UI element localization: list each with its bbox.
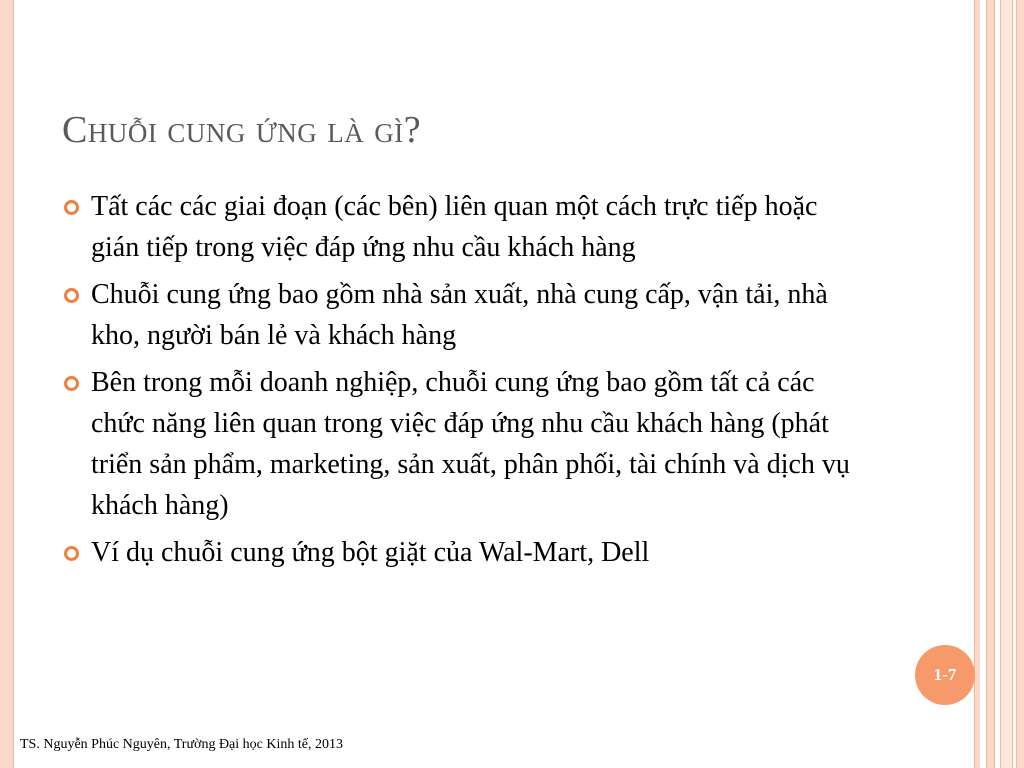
stripe [1000,0,1013,768]
bullet-circle-icon [64,200,79,215]
bullet-text: Bên trong mỗi doanh nghiệp, chuỗi cung ứng bao gồm tất cả các chức năng liên quan trong việc đáp ứng nhu cầu khách hàng (phát triển sản phẩm, marketing, sản xuất, phân phối, tài chính và dịch vụ khách hàng) [91,367,850,521]
slide-title: Chuỗi cung ứng là gì? [62,109,422,151]
stripe [986,0,995,768]
list-item [62,186,862,268]
bullet-circle-icon [64,546,79,561]
left-decorative-bar [0,0,14,768]
list-item [62,362,862,526]
bullet-circle-icon [64,376,79,391]
right-decorative-stripes [974,0,1024,768]
bullet-list [62,186,862,579]
page-number-badge: 1-7 [915,645,975,705]
bullet-text: Chuỗi cung ứng bao gồm nhà sản xuất, nhà cung cấp, vận tải, nhà kho, người bán lẻ và khách hàng [91,279,828,351]
list-item [62,532,862,573]
footer-credit: TS. Nguyễn Phúc Nguyên, Trường Đại học Kinh tế, 2013 [20,737,343,752]
stripe [974,0,980,768]
bullet-text: Tất các các giai đoạn (các bên) liên quan một cách trực tiếp hoặc gián tiếp trong việc đáp ứng nhu cầu khách hàng [91,191,818,263]
stripe [1016,0,1024,768]
bullet-text: Ví dụ chuỗi cung ứng bột giặt của Wal-Mart, Dell [91,537,650,568]
bullet-circle-icon [64,288,79,303]
list-item [62,274,862,356]
